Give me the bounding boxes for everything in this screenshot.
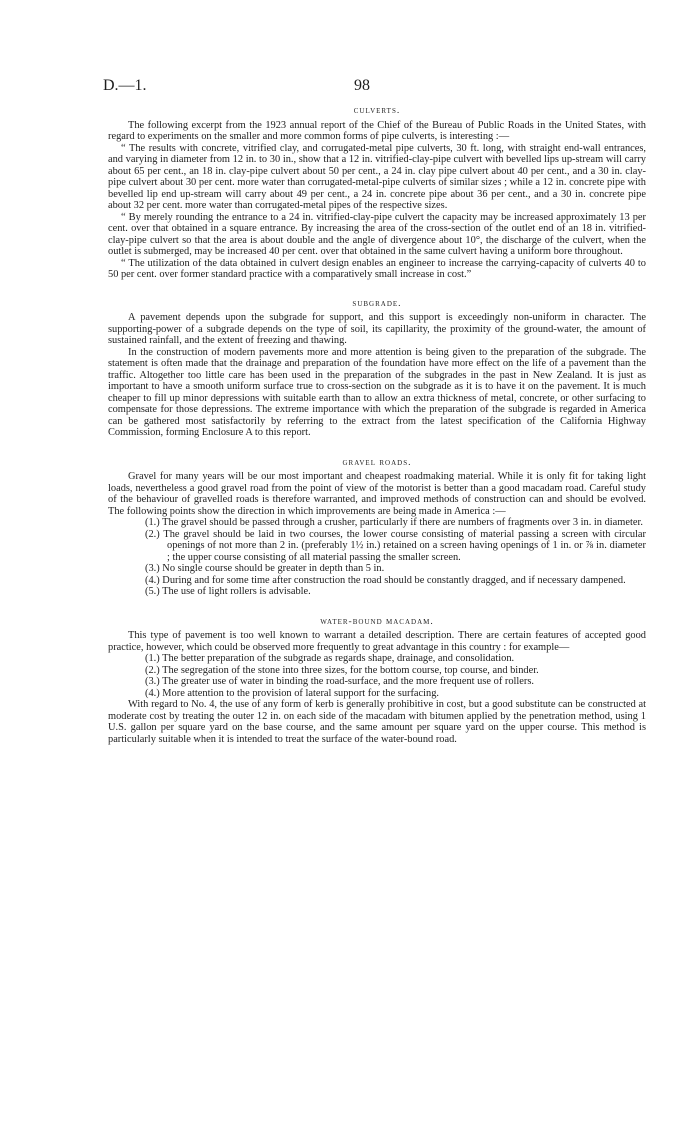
list-item: (3.) No single course should be greater in depth than 5 in. xyxy=(145,563,385,574)
list-item: (1.) The gravel should be passed through a crusher, particularly if there are numbers of fragments over 3 in. in diameter. xyxy=(145,517,643,528)
list-item: (5.) The use of light rollers is advisable. xyxy=(145,586,311,597)
paragraph: In the construction of modern pavements more and more attention is being given to the preparation of the subgrade. The statement is often made that the drainage and preparation of the foundation have more effect on the life of a pavement than the traffic. Altogether too little care has been used in the preparation of the subgrades in the past in New Zealand. It is just as important to have a smooth uniform surface true to cross-section on the subgrade as it is to have it on the pavement. It is much cheaper to fill up minor depressions with suitable earth than to allow an extra thickness of metal, concrete, or other surfacing to compensate for those depressions. The extreme importance with which the preparation of the subgrade is regarded in America can be gathered most satisfactorily by referring to the extract from the latest specification of the California Highway Commission, forming Enclosure A to this report. xyxy=(108,346,646,438)
paragraph: “ The utilization of the data obtained in culvert design enables an engineer to increase the carrying-capacity of culverts 40 to 50 per cent. over former standard practice with a comparatively small increase in cost.” xyxy=(108,257,646,280)
list-item: (4.) More attention to the provision of lateral support for the surfacing. xyxy=(145,687,440,699)
list-item: (1.) The better preparation of the subgrade as regards shape, drainage, and consolidation. xyxy=(145,653,515,664)
paragraph: “ By merely rounding the entrance to a 24 in. vitrified-clay-pipe culvert the capacity may be increased approximately 13 per cent. over that obtained in a square entrance. By increasing the area of the cross-section of the outlet end of an 18 in. vitrified-clay-pipe culvert so that the area is about double and the angle of divergence about 10°, the discharge of the culvert, when the outlet is submerged, may be increased 40 per cent. over that obtained in the same culvert having a uniform bore throughout. xyxy=(108,211,646,257)
list-item: (2.) The segregation of the stone into three sizes, for the bottom course, top course, and binder. xyxy=(145,664,539,676)
list-item: (3.) The greater use of water in binding the road-surface, and the more frequent use of rollers. xyxy=(145,676,535,687)
section-heading-subgrade: subgrade. xyxy=(352,297,402,309)
paragraph: “ The results with concrete, vitrified clay, and corrugated-metal pipe culverts, 30 ft. long, with straight end-wall entrances, and varying in diameter from 12 in. to 30 in., show that a 12 in. vitrified-clay-pipe culvert with bevelled lips up-stream will carry about 65 per cent., an 18 in. clay-pipe culvert about 50 per cent., a 24 in. clay pipe culvert about 40 per cent., and a 30 in. clay-pipe culvert about 30 per cent. more water than corrugated-metal-pipe culverts of similar sizes ; while a 12 in. concrete pipe with bevelled lip end up-stream will carry about 49 per cent., a 24 in. concrete pipe about 36 per cent., and a 30 in. concrete pipe about 32 per cent. more water than corrugated-metal pipes of the respective sizes. xyxy=(108,142,646,211)
list-item: (2.) The gravel should be laid in two courses, the lower course consisting of material passing a screen with circular openings of not more than 2 in. (preferably 1½ in.) retained on a screen having openings of 1 in. or ⅞ in. diameter ; the upper course consisting of all material passing the smaller screen. xyxy=(145,528,646,563)
page-number: 98 xyxy=(354,77,370,94)
paragraph: With regard to No. 4, the use of any form of kerb is generally prohibitive in cost, but a good substitute can be constructed at moderate cost by treating the outer 12 in. on each side of the macadam with bitumen applied by the penetration method, using 1 U.S. gallon per square yard on the base course, and the same amount per square yard on the upper course. This method is particularly suitable when it is intended to treat the surface of the water-bound road. xyxy=(108,699,646,745)
section-heading-gravel-roads: gravel roads. xyxy=(342,456,412,468)
list-item: (4.) During and for some time after construction the road should be constantly dragged, and if necessary dampened. xyxy=(145,574,626,586)
paragraph: The following excerpt from the 1923 annual report of the Chief of the Bureau of Public Roads in the United States, with regard to experiments on the smaller and more common forms of pipe culverts, is interesting :— xyxy=(108,119,646,142)
body-text xyxy=(108,105,646,745)
section-heading-culverts: culverts. xyxy=(353,105,401,116)
paragraph: This type of pavement is too well known to warrant a detailed description. There are certain features of accepted good practice, however, which could be observed more frequently to great advantage in this country : for example— xyxy=(108,630,646,653)
paragraph: Gravel for many years will be our most important and cheapest roadmaking material. While it is only fit for taking light loads, nevertheless a good gravel road from the point of view of the motorist is better than a good macadam road. Careful study of the behaviour of gravelled roads is therefore warranted, and improved methods of construction can and should be evolved. The following points show the direction in which improvements are being made in America :— xyxy=(108,471,646,517)
paragraph: A pavement depends upon the subgrade for support, and this support is exceedingly non-uniform in character. The supporting-power of a subgrade depends on the type of soil, its capillarity, the proximity of the ground-water, the amount of sustained rainfall, and the extent of freezing and thawing. xyxy=(108,312,646,346)
document-id: D.—1. xyxy=(103,77,147,94)
section-heading-macadam: water-bound macadam. xyxy=(320,615,434,627)
